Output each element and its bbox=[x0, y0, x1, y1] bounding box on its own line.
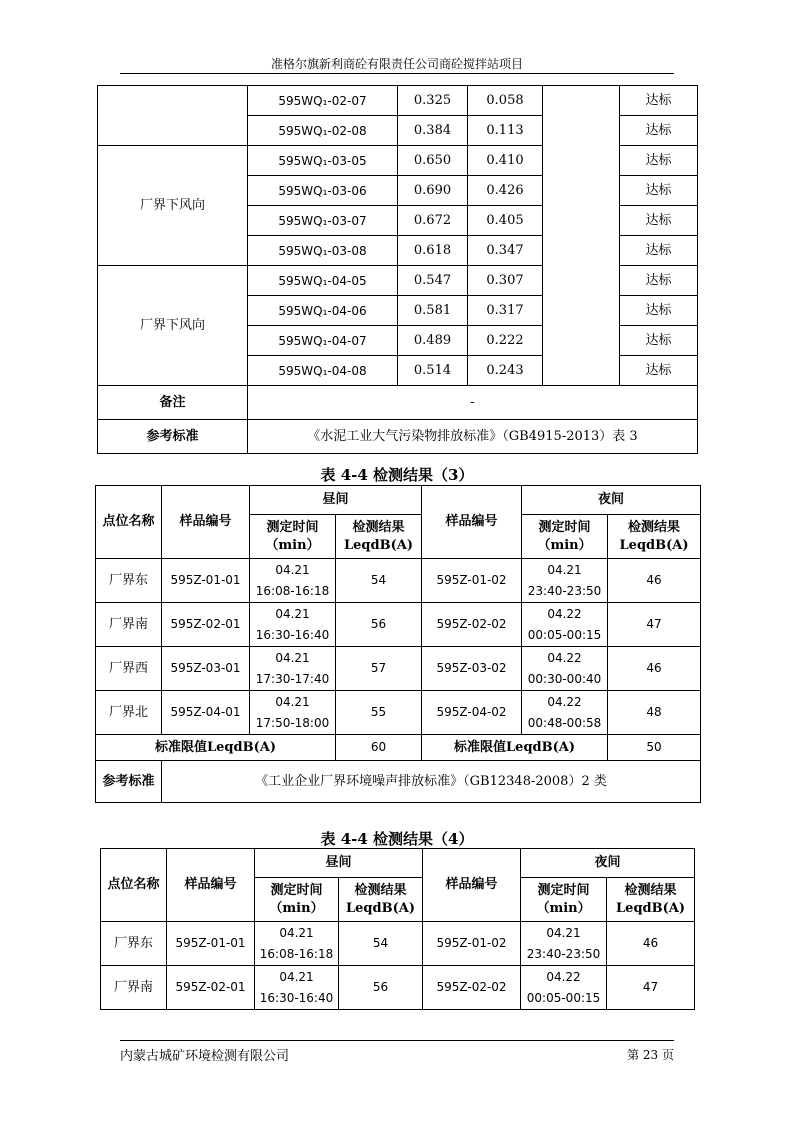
time-cell bbox=[522, 647, 608, 691]
footer-company: 内蒙古城矿环境检测有限公司 bbox=[120, 1049, 290, 1064]
table-row bbox=[96, 603, 701, 647]
value-cell: 57 bbox=[336, 647, 422, 691]
date-text: 04.21 bbox=[275, 694, 310, 709]
table-row bbox=[98, 86, 698, 116]
value-cell: 0.547 bbox=[398, 266, 468, 296]
header-location: 点位名称 bbox=[96, 486, 162, 559]
sample-id-cell: 595WQ₁-03-06 bbox=[248, 176, 398, 206]
header-rule bbox=[120, 73, 674, 74]
remark-value: - bbox=[248, 386, 698, 420]
sample-id-cell: 595Z-04-02 bbox=[422, 691, 522, 735]
header-sample: 样品编号 bbox=[167, 849, 255, 922]
header-night: 夜间 bbox=[522, 486, 701, 515]
header-time: 测定时间（min） bbox=[255, 878, 339, 922]
table-row bbox=[101, 922, 695, 966]
sample-id-cell: 595Z-01-01 bbox=[167, 922, 255, 966]
value-cell: 46 bbox=[608, 647, 701, 691]
sample-id-cell: 595Z-02-01 bbox=[162, 603, 250, 647]
header-result: 检测结果LeqdB(A) bbox=[607, 878, 695, 922]
noise-results-table-4 bbox=[100, 848, 695, 1010]
header-night: 夜间 bbox=[521, 849, 695, 878]
date-text: 04.22 bbox=[547, 606, 582, 621]
date-text: 04.21 bbox=[279, 969, 314, 984]
value-cell: 47 bbox=[607, 966, 695, 1010]
sample-id-cell: 595WQ₁-04-05 bbox=[248, 266, 398, 296]
value-cell: 56 bbox=[336, 603, 422, 647]
location-cell: 厂界西 bbox=[96, 647, 162, 691]
value-cell: 0.384 bbox=[398, 116, 468, 146]
time-cell bbox=[250, 603, 336, 647]
table3-caption: 表 4-4 检测结果（3） bbox=[320, 466, 474, 484]
time-range-text: 16:08-16:18 bbox=[255, 583, 330, 598]
sample-id-cell: 595WQ₁-02-08 bbox=[248, 116, 398, 146]
value-cell: 46 bbox=[608, 559, 701, 603]
header-location: 点位名称 bbox=[101, 849, 167, 922]
standard-value: 《水泥工业大气污染物排放标准》（GB4915-2013）表 3 bbox=[248, 420, 698, 454]
date-text: 04.22 bbox=[547, 694, 582, 709]
result-cell: 达标 bbox=[620, 116, 698, 146]
time-range-text: 16:30-16:40 bbox=[259, 990, 334, 1005]
value-cell: 0.317 bbox=[468, 296, 543, 326]
date-text: 04.21 bbox=[547, 562, 582, 577]
time-cell bbox=[522, 603, 608, 647]
sample-id-cell: 595Z-01-02 bbox=[422, 559, 522, 603]
table-row bbox=[98, 386, 698, 420]
header-time: 测定时间（min） bbox=[250, 515, 336, 559]
date-text: 04.21 bbox=[279, 925, 314, 940]
value-cell: 0.426 bbox=[468, 176, 543, 206]
value-cell: 0.690 bbox=[398, 176, 468, 206]
page-header-title: 准格尔旗新利商砼有限责任公司商砼搅拌站项目 bbox=[270, 57, 523, 71]
value-cell: 48 bbox=[608, 691, 701, 735]
result-cell: 达标 bbox=[620, 296, 698, 326]
time-cell bbox=[521, 966, 607, 1010]
header-day: 昼间 bbox=[250, 486, 422, 515]
location-cell: 厂界北 bbox=[96, 691, 162, 735]
sample-id-cell: 595WQ₁-03-08 bbox=[248, 236, 398, 266]
time-cell bbox=[521, 922, 607, 966]
result-cell: 达标 bbox=[620, 236, 698, 266]
date-text: 04.22 bbox=[547, 650, 582, 665]
table-row bbox=[96, 486, 701, 515]
table-row bbox=[101, 849, 695, 878]
value-cell: 0.672 bbox=[398, 206, 468, 236]
location-cell: 厂界东 bbox=[96, 559, 162, 603]
value-cell: 0.581 bbox=[398, 296, 468, 326]
time-cell bbox=[250, 691, 336, 735]
value-cell: 0.489 bbox=[398, 326, 468, 356]
time-range-text: 17:30-17:40 bbox=[255, 671, 330, 686]
sample-id-cell: 595Z-01-02 bbox=[423, 922, 521, 966]
value-cell: 0.405 bbox=[468, 206, 543, 236]
air-results-table bbox=[97, 85, 698, 454]
sample-id-cell: 595Z-04-01 bbox=[162, 691, 250, 735]
value-cell: 0.058 bbox=[468, 86, 543, 116]
value-cell: 0.113 bbox=[468, 116, 543, 146]
sample-id-cell: 595WQ₁-03-05 bbox=[248, 146, 398, 176]
footer-rule bbox=[120, 1040, 674, 1041]
value-cell: 0.325 bbox=[398, 86, 468, 116]
date-text: 04.21 bbox=[275, 650, 310, 665]
value-cell: 55 bbox=[336, 691, 422, 735]
time-cell bbox=[250, 647, 336, 691]
time-range-text: 23:40-23:50 bbox=[526, 946, 601, 961]
location-cell bbox=[98, 86, 248, 146]
header-result: 检测结果LeqdB(A) bbox=[608, 515, 701, 559]
time-range-text: 16:30-16:40 bbox=[255, 627, 330, 642]
header-sample: 样品编号 bbox=[162, 486, 250, 559]
value-cell: 56 bbox=[339, 966, 423, 1010]
value-cell: 0.410 bbox=[468, 146, 543, 176]
time-range-text: 00:48-00:58 bbox=[527, 715, 602, 730]
value-cell: 0.514 bbox=[398, 356, 468, 386]
time-cell bbox=[255, 966, 339, 1010]
sample-id-cell: 595Z-02-02 bbox=[422, 603, 522, 647]
date-text: 04.21 bbox=[275, 562, 310, 577]
time-cell bbox=[250, 559, 336, 603]
location-cell: 厂界下风向 bbox=[98, 146, 248, 266]
location-cell: 厂界南 bbox=[101, 966, 167, 1010]
sample-id-cell: 595Z-02-01 bbox=[167, 966, 255, 1010]
table-row bbox=[101, 966, 695, 1010]
date-text: 04.22 bbox=[546, 969, 581, 984]
value-cell: 54 bbox=[336, 559, 422, 603]
sample-id-cell: 595Z-01-01 bbox=[162, 559, 250, 603]
table-row bbox=[96, 735, 701, 761]
limit-day-value: 60 bbox=[336, 735, 422, 761]
sample-id-cell: 595WQ₁-02-07 bbox=[248, 86, 398, 116]
time-cell bbox=[522, 691, 608, 735]
date-text: 04.21 bbox=[546, 925, 581, 940]
value-cell: 0.243 bbox=[468, 356, 543, 386]
header-sample: 样品编号 bbox=[422, 486, 522, 559]
sample-id-cell: 595Z-03-02 bbox=[422, 647, 522, 691]
limit-label: 标准限值LeqdB(A) bbox=[96, 735, 336, 761]
time-range-text: 17:50-18:00 bbox=[255, 715, 330, 730]
time-range-text: 23:40-23:50 bbox=[527, 583, 602, 598]
header-time: 测定时间（min） bbox=[522, 515, 608, 559]
value-cell: 0.618 bbox=[398, 236, 468, 266]
result-cell: 达标 bbox=[620, 206, 698, 236]
date-text: 04.21 bbox=[275, 606, 310, 621]
sample-id-cell: 595Z-02-02 bbox=[423, 966, 521, 1010]
table-row bbox=[96, 647, 701, 691]
limit-night-value: 50 bbox=[608, 735, 701, 761]
result-cell: 达标 bbox=[620, 266, 698, 296]
value-cell: 0.307 bbox=[468, 266, 543, 296]
table-row bbox=[96, 761, 701, 803]
sample-id-cell: 595Z-03-01 bbox=[162, 647, 250, 691]
table-row bbox=[96, 559, 701, 603]
sample-id-cell: 595WQ₁-04-08 bbox=[248, 356, 398, 386]
result-cell: 达标 bbox=[620, 356, 698, 386]
value-cell: 0.347 bbox=[468, 236, 543, 266]
time-range-text: 00:30-00:40 bbox=[527, 671, 602, 686]
sample-id-cell: 595WQ₁-03-07 bbox=[248, 206, 398, 236]
value-cell: 0.222 bbox=[468, 326, 543, 356]
header-result: 检测结果LeqdB(A) bbox=[336, 515, 422, 559]
standard-label: 参考标准 bbox=[98, 420, 248, 454]
time-cell bbox=[255, 922, 339, 966]
value-cell: 0.650 bbox=[398, 146, 468, 176]
result-cell: 达标 bbox=[620, 146, 698, 176]
noise-results-table-3 bbox=[95, 485, 701, 803]
location-cell: 厂界下风向 bbox=[98, 266, 248, 386]
footer-page-number: 第 23 页 bbox=[627, 1048, 674, 1062]
standard-value: 《工业企业厂界环境噪声排放标准》（GB12348-2008）2 类 bbox=[162, 761, 701, 803]
location-cell: 厂界南 bbox=[96, 603, 162, 647]
time-range-text: 16:08-16:18 bbox=[259, 946, 334, 961]
table-row bbox=[98, 420, 698, 454]
result-cell: 达标 bbox=[620, 176, 698, 206]
location-cell: 厂界东 bbox=[101, 922, 167, 966]
blank-cell bbox=[543, 86, 620, 386]
standard-label: 参考标准 bbox=[96, 761, 162, 803]
table4-caption: 表 4-4 检测结果（4） bbox=[320, 830, 474, 848]
limit-label: 标准限值LeqdB(A) bbox=[422, 735, 608, 761]
header-day: 昼间 bbox=[255, 849, 423, 878]
remark-label: 备注 bbox=[98, 386, 248, 420]
header-time: 测定时间（min） bbox=[521, 878, 607, 922]
value-cell: 54 bbox=[339, 922, 423, 966]
sample-id-cell: 595WQ₁-04-07 bbox=[248, 326, 398, 356]
value-cell: 47 bbox=[608, 603, 701, 647]
table-row bbox=[96, 691, 701, 735]
result-cell: 达标 bbox=[620, 86, 698, 116]
value-cell: 46 bbox=[607, 922, 695, 966]
sample-id-cell: 595WQ₁-04-06 bbox=[248, 296, 398, 326]
time-range-text: 00:05-00:15 bbox=[526, 990, 601, 1005]
time-range-text: 00:05-00:15 bbox=[527, 627, 602, 642]
time-cell bbox=[522, 559, 608, 603]
header-sample: 样品编号 bbox=[423, 849, 521, 922]
result-cell: 达标 bbox=[620, 326, 698, 356]
header-result: 检测结果LeqdB(A) bbox=[339, 878, 423, 922]
